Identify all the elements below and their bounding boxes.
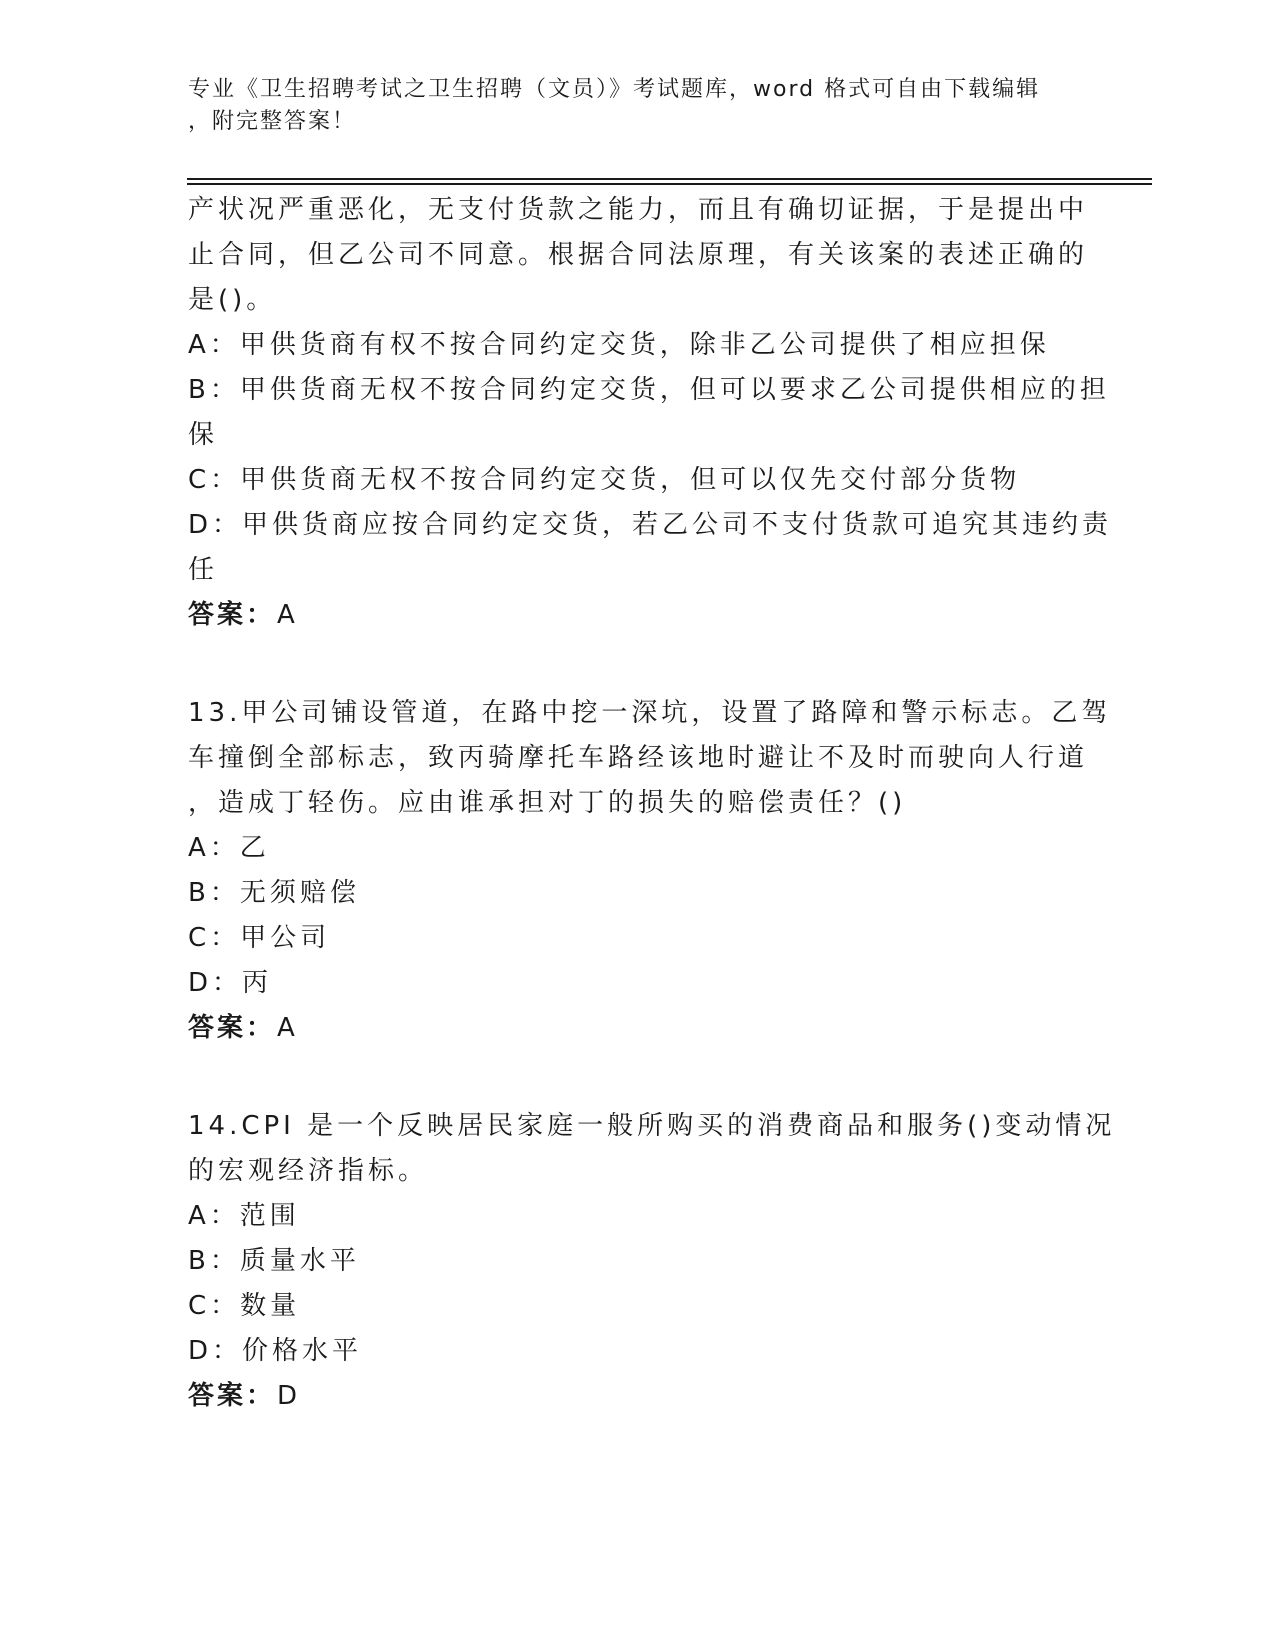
answer-value: D (277, 1381, 301, 1411)
header-divider-top (187, 178, 1152, 180)
option-d: D：甲供货商应按合同约定交货，若乙公司不支付货款可追究其违约责 (188, 510, 1113, 540)
question-stem-line: 止合同，但乙公司不同意。根据合同法原理，有关该案的表述正确的 (188, 240, 1089, 270)
option-c: C：数量 (188, 1291, 301, 1321)
question-stem-line: 13.甲公司铺设管道，在路中挖一深坑，设置了路障和警示标志。乙驾 (188, 698, 1112, 728)
answer-value: A (277, 1013, 298, 1043)
question-stem-line: ，造成丁轻伤。应由谁承担对丁的损失的赔偿责任？() (188, 788, 907, 818)
option-c: C：甲供货商无权不按合同约定交货，但可以仅先交付部分货物 (188, 465, 1021, 495)
answer-value: A (277, 600, 298, 630)
question-stem-line: 是()。 (188, 285, 277, 315)
question-block-14 (188, 1104, 1116, 1419)
option-d-continued: 任 (188, 555, 219, 585)
question-spacer (188, 638, 1078, 691)
option-c: C：甲公司 (188, 923, 331, 953)
option-b: B：甲供货商无权不按合同约定交货，但可以要求乙公司提供相应的担 (188, 375, 1110, 405)
option-d: D：丙 (188, 968, 273, 998)
question-stem-line: 的宏观经济指标。 (188, 1156, 429, 1186)
answer-line (188, 1374, 1078, 1419)
option-b-continued: 保 (188, 420, 219, 450)
document-body (188, 188, 1116, 1419)
question-stem-line: 14.CPI 是一个反映居民家庭一般所购买的消费商品和服务()变动情况 (188, 1111, 1116, 1141)
question-block-12 (188, 188, 1113, 638)
document-header (188, 74, 1068, 138)
header-subtitle-line: ，附完整答案！ (188, 109, 357, 134)
option-d: D：价格水平 (188, 1336, 363, 1366)
question-stem-line: 产状况严重恶化，无支付货款之能力，而且有确切证据，于是提出中 (188, 195, 1089, 225)
header-title-line: 专业《卫生招聘考试之卫生招聘（文员）》考试题库，word 格式可自由下载编辑 (188, 77, 1041, 102)
answer-label: 答案： (188, 1013, 276, 1043)
option-b: B：质量水平 (188, 1246, 360, 1276)
answer-line (188, 1006, 1078, 1051)
option-a: A：范围 (188, 1201, 300, 1231)
question-block-13 (188, 691, 1112, 1051)
option-b: B：无须赔偿 (188, 878, 360, 908)
answer-label: 答案： (188, 1381, 276, 1411)
option-a: A：甲供货商有权不按合同约定交货，除非乙公司提供了相应担保 (188, 330, 1050, 360)
option-a: A：乙 (188, 833, 270, 863)
answer-line (188, 593, 1078, 638)
answer-label: 答案： (188, 600, 276, 630)
question-spacer (188, 1051, 1078, 1104)
question-stem-line: 车撞倒全部标志，致丙骑摩托车路经该地时避让不及时而驶向人行道 (188, 743, 1089, 773)
header-divider-bottom (187, 183, 1152, 185)
